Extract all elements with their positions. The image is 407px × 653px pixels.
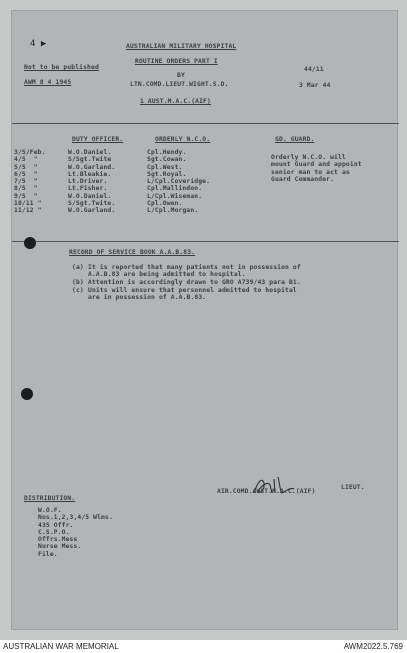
distribution-item: 435 Offr. bbox=[38, 521, 74, 529]
roster-day: 5/5 " bbox=[14, 163, 38, 171]
roster-officer: Lt.Bleakie. bbox=[68, 170, 112, 178]
signatory-rank: LIEUT. bbox=[341, 484, 365, 491]
commander: LTN.COMD.LIEUT.WIGHT.S.D. bbox=[130, 81, 229, 88]
distribution-item: Offrs.Mess bbox=[38, 536, 78, 544]
date-stamp: AWM 8 4 1945 bbox=[24, 79, 72, 86]
col-duty-officer: DUTY OFFICER. bbox=[72, 136, 124, 143]
distribution-item: Nurse Mess. bbox=[38, 543, 82, 551]
roster-officer: Lt.Fisher. bbox=[68, 185, 108, 193]
archive-footer bbox=[0, 640, 407, 653]
pencil-marks: 4 ▶ bbox=[30, 39, 47, 49]
not-published-note: Not to be published bbox=[24, 64, 99, 71]
roster-officer: W.O.Daniel. bbox=[68, 192, 112, 200]
distribution-item: Nos.1,2,3,4/5 Wlms. bbox=[38, 514, 113, 522]
roster-officer: S/Sgt.Twite bbox=[68, 156, 112, 164]
roster-nco: Cpl.West. bbox=[147, 163, 183, 171]
distribution-title: DISTRIBUTION. bbox=[24, 495, 76, 502]
by-line: BY bbox=[177, 72, 185, 79]
commander-unit: 1 AUST.M.A.C.(AIF) bbox=[140, 98, 211, 105]
roster-officer: S/Sgt.Twite. bbox=[68, 200, 116, 208]
distribution-item: C.S.P.O. bbox=[38, 528, 70, 536]
col-orderly-nco: ORDERLY N.C.O. bbox=[155, 136, 211, 143]
roster-day: 10/11 " bbox=[14, 200, 42, 208]
roster-officer: W.O.Garland. bbox=[68, 207, 116, 215]
item-line: It is reported that many patients not in possession of bbox=[88, 264, 301, 271]
roster-day: 6/5 " bbox=[14, 170, 38, 178]
punch-hole bbox=[21, 388, 33, 400]
section-title: RECORD OF SERVICE BOOK A.A.B.83. bbox=[69, 249, 196, 256]
order-date: 3 Mar 44 bbox=[299, 82, 331, 89]
roster-nco-column bbox=[147, 149, 210, 215]
item-line: Attention is accordingly drawn to GRO A739/43 para B1. bbox=[88, 279, 301, 286]
document-page bbox=[11, 10, 398, 630]
order-number: 44/11 bbox=[304, 66, 324, 73]
roster-nco: Sgt.Cowan. bbox=[147, 156, 187, 164]
item-line: are in possession of A.A.B.83. bbox=[88, 294, 207, 302]
roster-nco: L/Cpl.Coveridge. bbox=[147, 178, 211, 186]
guard-note-line: Guard Commander. bbox=[271, 175, 335, 183]
guard-note-line: mount Guard and appoint bbox=[271, 161, 362, 169]
item-line: Units will ensure that personnel admitted to hospital bbox=[88, 287, 297, 294]
item-line: A.A.B.83 are being admitted to hospital. bbox=[88, 271, 246, 279]
distribution-list bbox=[38, 507, 113, 558]
roster-day-column bbox=[14, 149, 46, 215]
roster-officer: Lt.Driver. bbox=[68, 178, 108, 186]
roster-officer: W.O.Garland. bbox=[68, 163, 116, 171]
distribution-item: W.O.F. bbox=[38, 507, 62, 514]
distribution-item: File. bbox=[38, 550, 58, 558]
roster-nco: Cpl.Mallindon. bbox=[147, 185, 203, 193]
roster-officer-column bbox=[68, 149, 115, 215]
roster-nco: Sgt.Royal. bbox=[147, 170, 187, 178]
roster-nco: Cpl.Hendy. bbox=[147, 149, 187, 156]
signatory-title: AIR.COMD.AUST.M.A.C.(AIF) bbox=[217, 488, 316, 495]
col-guard: GD. GUARD. bbox=[275, 136, 315, 143]
roster-day: 11/12 " bbox=[14, 207, 42, 215]
roster-day: 4/5 " bbox=[14, 156, 38, 164]
roster-officer: W.O.Daniel. bbox=[68, 149, 112, 156]
punch-hole bbox=[24, 237, 36, 249]
roster-day: 9/5 " bbox=[14, 192, 38, 200]
item-label: (b) bbox=[72, 279, 84, 286]
roster-nco: Cpl.Owen. bbox=[147, 200, 183, 208]
unit-title: AUSTRALIAN MILITARY HOSPITAL bbox=[126, 43, 237, 50]
divider-middle bbox=[12, 241, 399, 242]
roster-nco: L/Cpl.Morgan. bbox=[147, 207, 199, 215]
roster-day: 3/5/Feb. bbox=[14, 149, 46, 156]
guard-note-line: senior man to act as bbox=[271, 168, 350, 176]
item-label: (c) bbox=[72, 287, 84, 294]
roster-day: 7/5 " bbox=[14, 178, 38, 186]
roster-nco: L/Cpl.Wiseman. bbox=[147, 192, 203, 200]
guard-note-line: Orderly N.C.O. will bbox=[271, 154, 346, 161]
archive-reference: AWM2022.5.769 bbox=[343, 642, 403, 651]
roster-day: 8/5 " bbox=[14, 185, 38, 193]
orders-title: ROUTINE ORDERS PART I bbox=[135, 58, 218, 65]
archive-name: AUSTRALIAN WAR MEMORIAL bbox=[3, 642, 119, 651]
guard-note bbox=[271, 154, 362, 183]
item-label: (a) bbox=[72, 264, 84, 271]
divider-top bbox=[12, 123, 399, 124]
